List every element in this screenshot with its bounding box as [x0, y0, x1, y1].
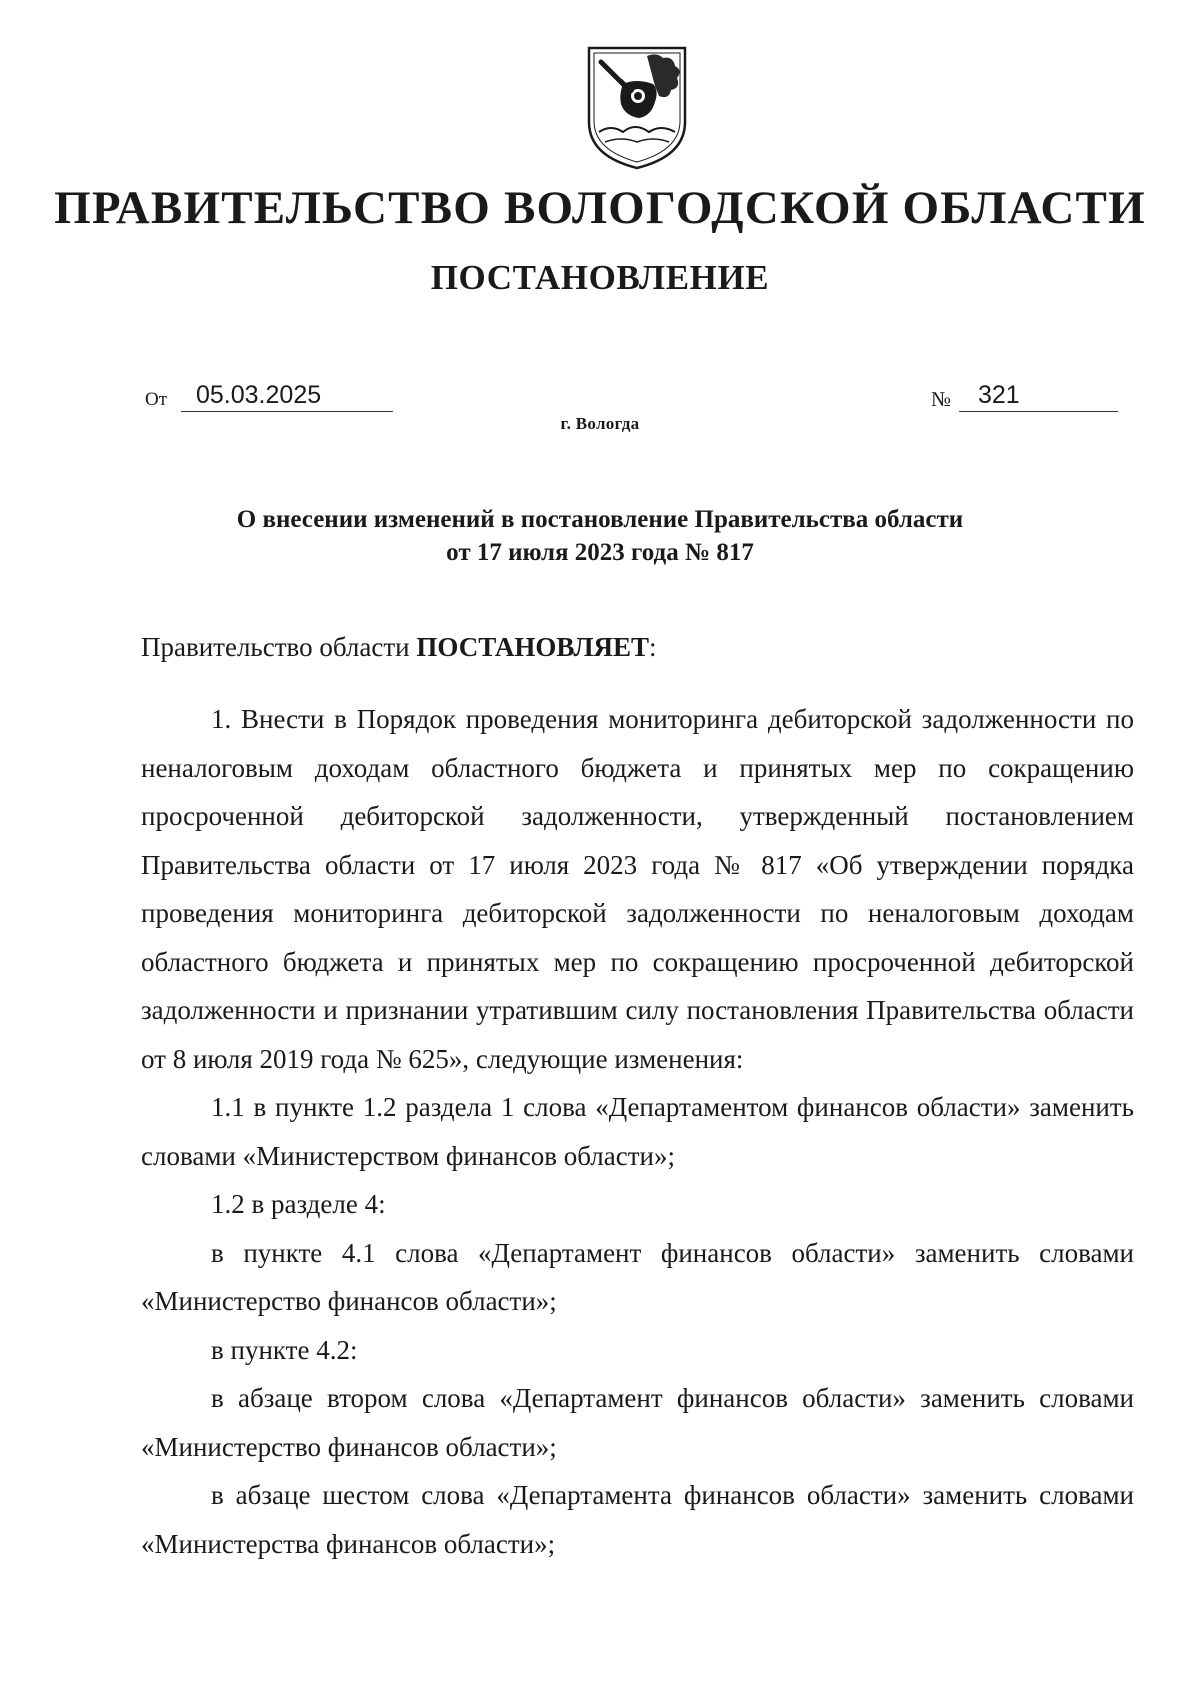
date-prefix: От	[145, 389, 168, 410]
subject-line-2: от 17 июля 2023 года № 817	[446, 539, 754, 566]
preamble-emphasis: ПОСТАНОВЛЯЕТ	[416, 632, 649, 662]
vologda-coat-of-arms-icon	[585, 44, 689, 172]
paragraph: в абзаце шестом слова «Департамента финансов области» заменить словами «Министерства финансов области»;	[141, 1480, 1134, 1559]
number-prefix: №	[931, 387, 952, 411]
subject-line-1: О внесении изменений в постановление Правительства области	[236, 506, 964, 533]
paragraph: 1.2 в разделе 4:	[211, 1189, 386, 1219]
document-subject	[0, 503, 1200, 569]
preamble	[141, 630, 657, 664]
date-value: 05.03.2025	[181, 379, 393, 412]
paragraph: в пункте 4.2:	[211, 1334, 358, 1365]
preamble-text: Правительство области	[141, 632, 417, 662]
government-title: ПРАВИТЕЛЬСТВО ВОЛОГОДСКОЙ ОБЛАСТИ	[54, 182, 1146, 234]
preamble-suffix: :	[648, 632, 657, 662]
paragraph: 1. Внести в Порядок проведения мониторинга дебиторской задолженности по неналоговым доходам областного бюджета и принятых мер по сокращению просроченной дебиторской задолженности, утвержденный постановлением Правительства области от 17 июля 2023 года № 817 «Об утверждении порядка проведения мониторинга дебиторской задолженности по неналоговым доходам областного бюджета и принятых мер по сокращению просроченной дебиторской задолженности и признании утратившим силу постановления Правительства области от 8 июля 2019 года № 625», следующие изменения:	[141, 704, 1134, 1074]
document-type: ПОСТАНОВЛЕНИЕ	[430, 258, 770, 297]
paragraph: 1.1 в пункте 1.2 раздела 1 слова «Департаментом финансов области» заменить словами «Министерством финансов области»;	[141, 1092, 1134, 1171]
paragraph: в абзаце втором слова «Департамент финансов области» заменить словами «Министерство финансов области»;	[141, 1383, 1134, 1462]
paragraph: в пункте 4.1 слова «Департамент финансов области» заменить словами «Министерство финансов области»;	[141, 1237, 1134, 1316]
city-label: г. Вологда	[560, 414, 640, 433]
number-value: 321	[959, 379, 1118, 412]
document-body	[141, 695, 1134, 1568]
